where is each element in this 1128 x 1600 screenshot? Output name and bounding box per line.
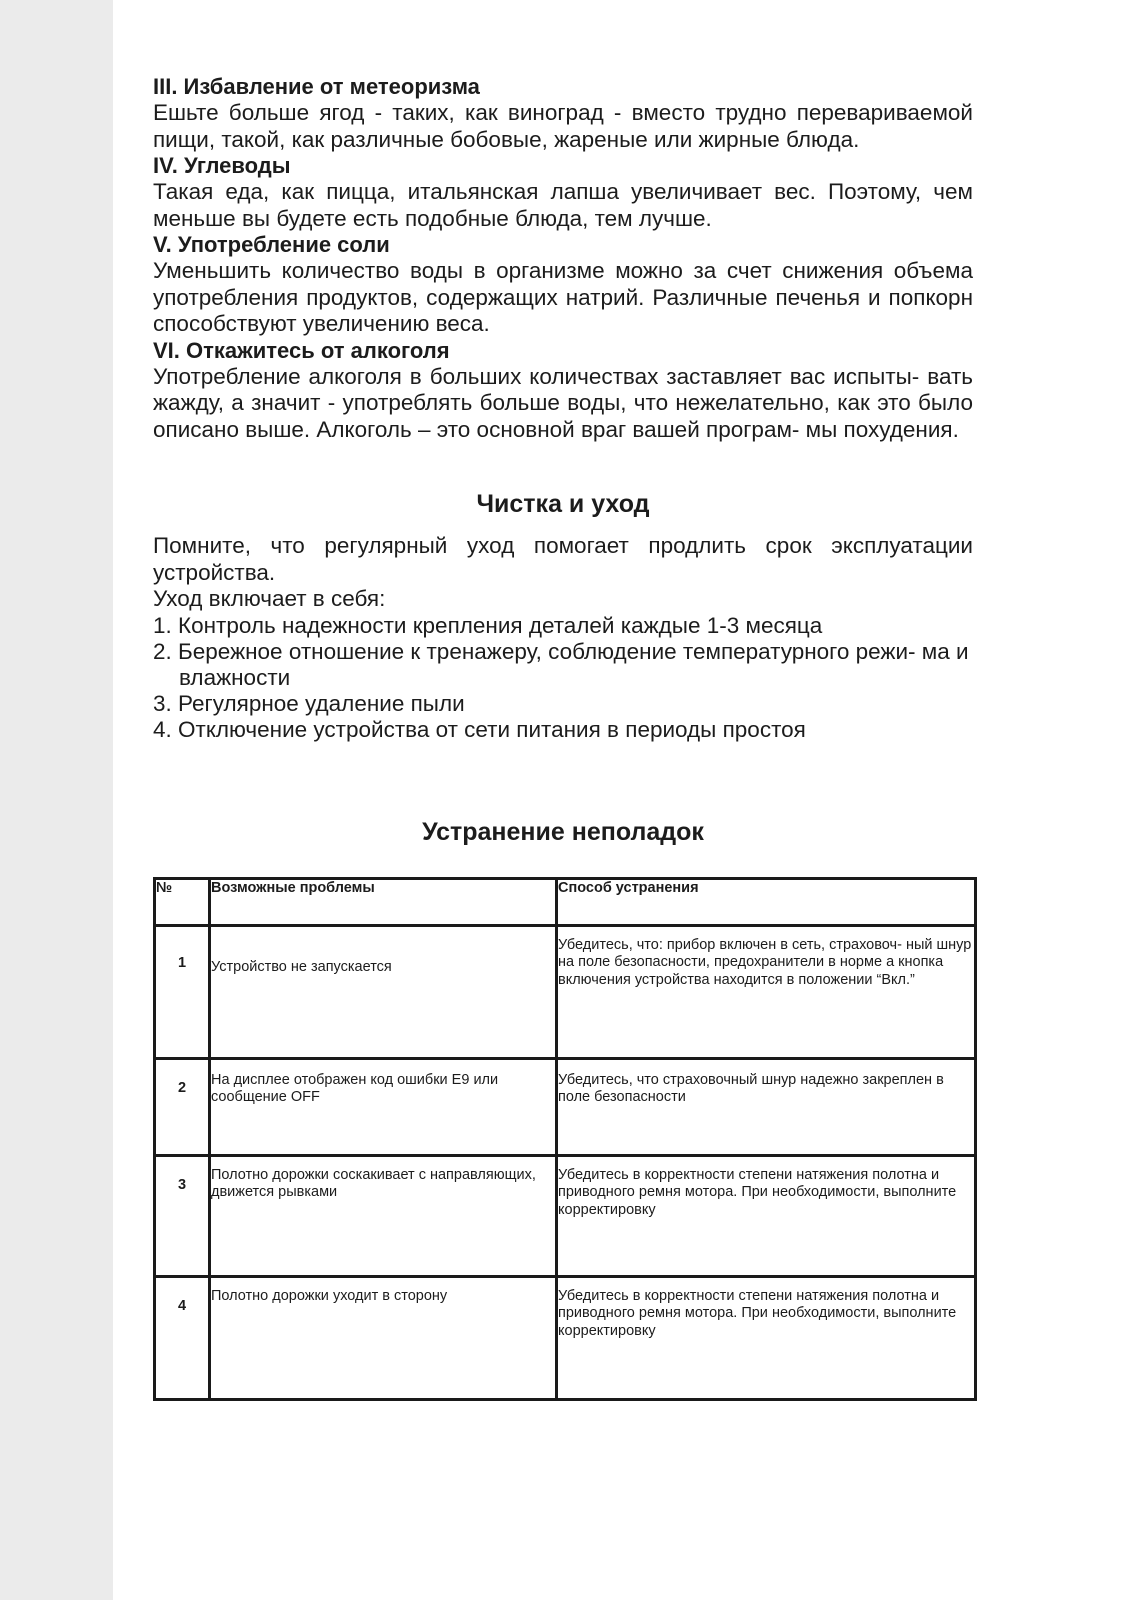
troubleshooting-table [153, 877, 977, 1401]
diet-section-5 [153, 232, 973, 338]
care-item: 2. Бережное отношение к тренажеру, соблюдение температурного режи- ма и влажности [153, 638, 969, 690]
care-item: 4. Отключение устройства от сети питания в периоды простоя [153, 716, 806, 742]
page-content [153, 74, 973, 1401]
header-solution: Способ устранения [557, 878, 976, 925]
row-problem: Устройство не запускается [210, 925, 557, 1058]
row-problem: Полотно дорожки соскакивает с направляющих, движется рывками [210, 1155, 557, 1276]
row-problem: На дисплее отображен код ошибки E9 или сообщение OFF [210, 1058, 557, 1155]
header-problem: Возможные проблемы [210, 878, 557, 925]
troubleshooting-title: Устранение неполадок [422, 817, 704, 846]
diet-section-6 [153, 338, 973, 444]
section-text: Употребление алкоголя в больших количествах заставляет вас испыты- вать жажду, а значит - употреблять больше воды, что нежелательно, как это было описано выше. Алкоголь – это основной враг вашей програм- мы похудения. [153, 363, 973, 442]
care-item: 1. Контроль надежности крепления деталей каждые 1-3 месяца [153, 612, 823, 638]
page-margin-strip [0, 0, 113, 1600]
table-row [155, 1155, 976, 1276]
row-num: 3 [155, 1155, 210, 1276]
row-num: 2 [155, 1058, 210, 1155]
section-text: Такая еда, как пицца, итальянская лапша увеличивает вес. Поэтому, чем меньше вы будете есть подобные блюда, тем лучше. [153, 179, 973, 231]
care-intro: Помните, что регулярный уход помогает продлить срок эксплуатации устройства. [153, 533, 973, 585]
table-header-row [155, 878, 976, 925]
care-title: Чистка и уход [476, 490, 650, 518]
diet-section-4 [153, 153, 973, 232]
header-num: № [155, 878, 210, 925]
row-solution: Убедитесь в корректности степени натяжения полотна и приводного ремня мотора. При необходимости, выполните корректировку [557, 1276, 976, 1399]
row-problem: Полотно дорожки уходит в сторону [210, 1276, 557, 1399]
row-num: 1 [155, 925, 210, 1058]
diet-section-3 [153, 74, 973, 153]
care-list-label: Уход включает в себя: [153, 586, 386, 611]
row-solution: Убедитесь в корректности степени натяжения полотна и приводного ремня мотора. При необходимости, выполните корректировку [557, 1155, 976, 1276]
section-heading: IV. Углеводы [153, 153, 291, 178]
table-row [155, 1058, 976, 1155]
care-list [153, 613, 973, 743]
row-num: 4 [155, 1276, 210, 1399]
table-row [155, 925, 976, 1058]
section-text: Ешьте больше ягод - таких, как виноград - вместо трудно перевариваемой пищи, такой, как различные бобовые, жареные или жирные блюда. [153, 100, 973, 152]
section-heading: V. Употребление соли [153, 232, 390, 257]
row-solution: Убедитесь, что: прибор включен в сеть, страховоч- ный шнур на поле безопасности, предохранители в норме а кнопка включения устройства находится в положении “Вкл.” [557, 925, 976, 1058]
section-heading: VI. Откажитесь от алкоголя [153, 337, 450, 363]
section-text: Уменьшить количество воды в организме можно за счет снижения объема употребления продуктов, содержащих натрий. Различные печенья и попкорн способствуют увеличению веса. [153, 258, 973, 336]
row-solution: Убедитесь, что страховочный шнур надежно закреплен в поле безопасности [557, 1058, 976, 1155]
table-row [155, 1276, 976, 1399]
section-heading: III. Избавление от метеоризма [153, 74, 480, 99]
care-item: 3. Регулярное удаление пыли [153, 690, 465, 716]
